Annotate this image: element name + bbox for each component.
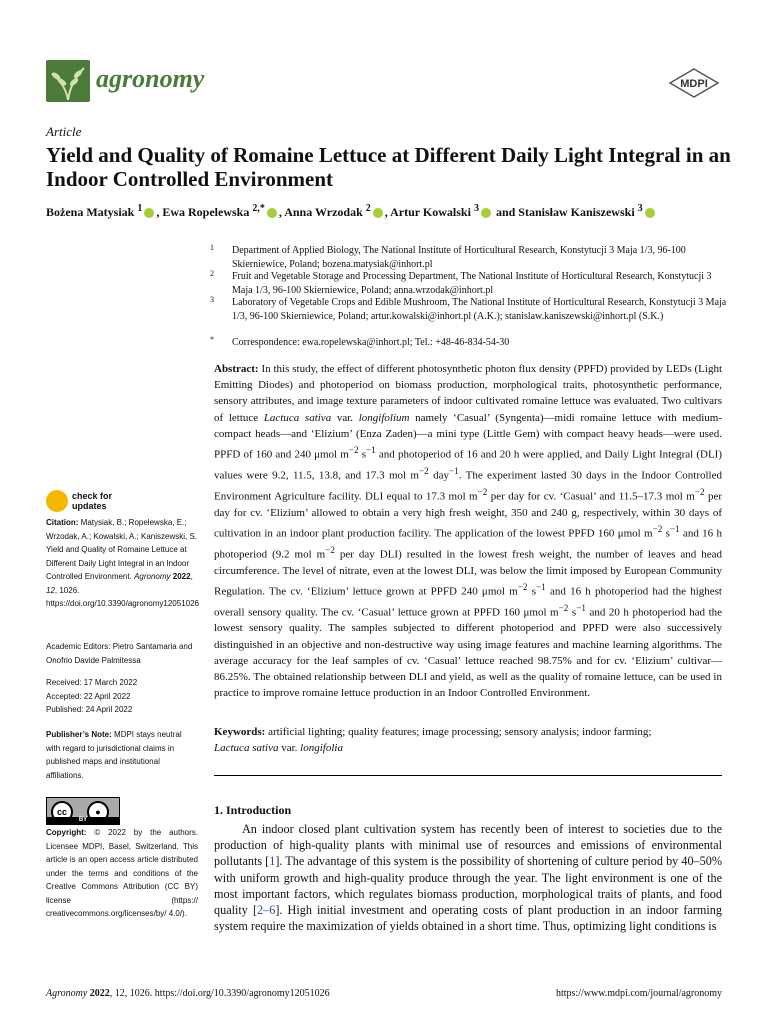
affiliation: 3 Laboratory of Vegetable Crops and Edible Mushroom, The National Institute of Horticultural Research, Konstytucji 3 Maja 1/3, 96-100 Skierniewice, Poland; artur.kowalski@inhort.pl (A.K.); stanislaw.kaniszewski@inhort.pl (S.K.) <box>210 295 727 322</box>
orcid-icon[interactable] <box>267 208 277 218</box>
divider <box>214 775 722 776</box>
author-list: Bożena Matysiak $^1$ , Ewa Ropelewska $^{2,*}$ , Anna Wrzodak $^2$ , Artur Kowalski $^3$ and Stanisław Kaniszewski $^3$ <box>46 203 746 220</box>
check-icon <box>46 490 68 512</box>
orcid-icon[interactable] <box>645 208 655 218</box>
person-icon: ● <box>87 801 109 823</box>
abstract-label: Abstract: <box>214 363 259 375</box>
abstract: Abstract: In this study, the effect of different photosynthetic photon flux density (PPFD) provided by LEDs (Light Emitting Diodes) and photoperiod on biomass production, morphological traits, photosynthetic performance, sensory attributes, and image texture parameters of indoor cultivated romaine lettuce was evaluated. Two cultivars of lettuce Lactuca sativa var. longifolium namely ‘Casual’ (Syngenta)—midi romaine lettuce with medium-compact heads—and ‘Elizium’ (Enza Zaden)—a mini type (Little Gem) with compact heavy heads—were used. PPFD of 160 and 240 μmol $m^{-2}$ $s^{-1}$ and photoperiod of 16 and 20 h were applied, and Daily Light Integral (DLI) values were 9.2, 11.5, 13.8, and 17.3 mol $m^{-2}$ day$^{-1}$. The experiment lasted 30 days in the Indoor Controlled Environment Agriculture facility. DLI equal to 17.3 mol $m^{-2}$ per day for cv. ‘Casual’ and 11.5–17.3 mol $m^{-2}$ per day for cv. ‘Elizium’ allowed to obtain a very high fresh weight, 350 and 240 g, respectively, within 30 days of cultivation in an indoor plant production facility. The application of the lowest PPFD 160 μmol $m^{-2}$ $s^{-1}$ and 16 h photoperiod (9.2 mol $m^{-2}$ per day DLI) resulted in the lowest fresh weight, the number of leaves and head circumference. The level of nitrate, even at the lowest DLI, was below the limit imposed by European Community Regulation. The cv. ‘Elizium’ lettuce grown at PPFD 240 μmol $m^{-2}$ $s^{-1}$ and 16 h photoperiod had the highest overall sensory quality. The cv. ‘Casual’ lettuce grown at PPFD 160 μmol $m^{-2}$ $s^{-1}$ and 20 h photoperiod had the lowest sensory quality. The samples subjected to different photoperiod and PPFD were also successively distinguished in an objective and non-destructive way using image features and machine learning algorithms. The average accuracy for the leaf samples of cv. ‘Casual’ lettuce reached 98.75% and for cv. ‘Elizium’ cultivar—86.25%. The obtained relationship between DLI and yield, as well as the quality of romaine lettuce, can be used in practice to improve romaine lettuce production in an Indoor Controlled Environment. <box>214 363 723 700</box>
affiliation: * Correspondence: ewa.ropelewska@inhort.pl; Tel.: +48-46-834-54-30 <box>210 335 510 348</box>
article-title: Yield and Quality of Romaine Lettuce at Different Daily Light Integral in an Indoor Controlled Environment <box>46 143 731 191</box>
keywords: Keywords: artificial lighting; quality features; image processing; sensory analysis; indoor farming; Lactuca sativa var. longifolia <box>214 726 652 755</box>
author-name: Ewa Ropelewska <box>162 205 250 219</box>
check-for-updates-badge[interactable]: check for updates <box>46 488 188 518</box>
affiliation: 2 Fruit and Vegetable Storage and Processing Department, The National Institute of Horticultural Research, Konstytucji 3 Maja 1/3, 96-100 Skierniewice, Poland; anna.wrzodak@inhort.pl <box>210 269 712 296</box>
cc-by-license-icon[interactable]: cc ● BY <box>46 797 120 825</box>
citation-link: 1 <box>269 854 276 869</box>
introduction-text: An indoor closed plant cultivation system has recently been of interest to societies due to the production of high-quality plants with minimal use of resources and emissions of environmental pollutants [1]. The advantage of this system is the possibility of shortening of culture period by 40–50% with uniform growth and high-quality produce through the year. The light environment is one of the most important factors, which regulates biomass production, morphological traits of plants, and food quality [2–6]. High initial investment and operating costs of plant production in an indoor farming system require the maximization of yields obtained in a short time. Thus, optimizing light conditions is <box>214 822 722 934</box>
affiliation: 1 Department of Applied Biology, The National Institute of Horticultural Research, Konstytucji 3 Maja 1/3, 96-100 Skierniewice, Poland; bozena.matysiak@inhort.pl <box>210 243 686 270</box>
footer-url[interactable]: https://www.mdpi.com/journal/agronomy <box>555 988 722 999</box>
journal-logo <box>46 60 90 102</box>
author-name: Artur Kowalski <box>390 205 471 219</box>
footer-citation: Agronomy 2022, 12, 1026. https://doi.org/10.3390/agronomy12051026 <box>46 988 330 999</box>
author-name: Anna Wrzodak <box>284 205 363 219</box>
orcid-icon[interactable] <box>481 208 491 218</box>
journal-name: agronomy <box>96 64 205 93</box>
citation-link: 2–6 <box>257 903 276 918</box>
citation-block: Citation: Matysiak, B.; Ropelewska, E.; Wrzodak, A.; Kowalski, A.; Kaniszewski, S. Yield and Quality of Romaine Lettuce at Different Daily Light Integral in an Indoor Controlled Environment. Agronomy 2022, 12, 1026. https://doi.org/10.3390/agronomy12051026 <box>46 518 200 608</box>
author-name: Stanisław Kaniszewski <box>518 205 635 219</box>
copyright-block: Copyright: © 2022 by the authors. Licensee MDPI, Basel, Switzerland. This article is an open access article distributed under the terms and conditions of the Creative Commons Attribution (CC BY) license (https:// creativecommons.org/licenses/by/ 4.0/). <box>46 828 198 918</box>
cc-icon: cc <box>51 801 73 823</box>
keywords-label: Keywords: <box>214 726 266 738</box>
publisher-note: Publisher’s Note: MDPI stays neutral with regard to jurisdictional claims in published maps and institutional affiliations. <box>46 730 182 780</box>
section-heading: 1. Introduction <box>214 803 292 817</box>
article-type: Article <box>46 124 82 139</box>
mdpi-logo <box>668 68 720 98</box>
mdpi-logo-text: MDPI <box>680 78 708 90</box>
orcid-icon[interactable] <box>144 208 154 218</box>
author-name: Bożena Matysiak <box>46 205 135 219</box>
academic-editors: Academic Editors: Pietro Santamaria and Onofrio Davide Palmitessa <box>46 642 193 665</box>
dates: Received: 17 March 2022 Accepted: 22 April 2022 Published: 24 April 2022 <box>46 678 138 714</box>
orcid-icon[interactable] <box>373 208 383 218</box>
